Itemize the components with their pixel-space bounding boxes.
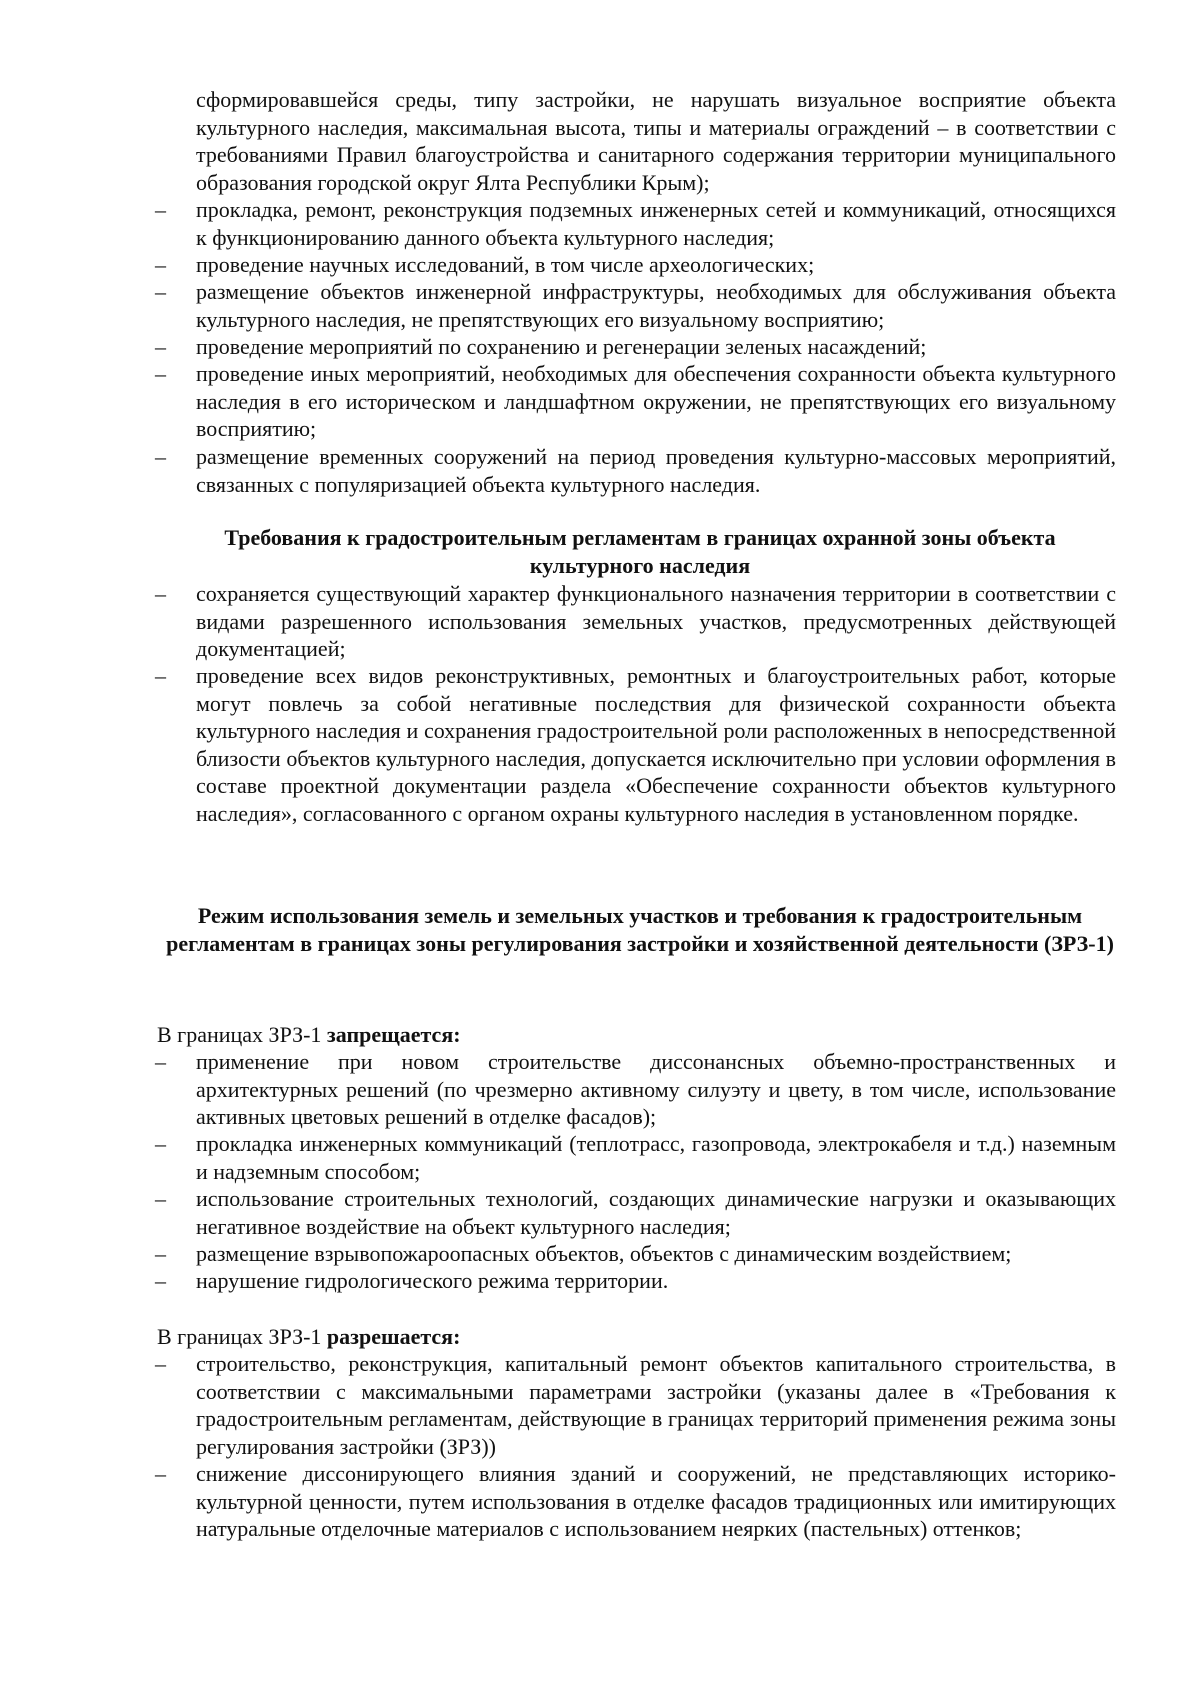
list-item: – проведение всех видов реконструктивных, ремонтных и благоустроительных работ, которые могут повлечь за собой негативные последствия для физической сохранности объекта культурного наследия и сохранения градостроительной роли расположенных в непосредственной близости объектов культурного наследия, допускается исключительно при условии оформления в составе проектной документации раздела «Обеспечение сохранности объектов культурного наследия», согласованного с органом охраны культурного наследия в установленном порядке. [196,662,1116,827]
list-item: – применение при новом строительстве диссонансных объемно-пространственных и архитектурных решений (по чрезмерно активному силуэту и цвету, в том числе, использование активных цветовых решений в отделке фасадов); [196,1048,1116,1131]
intro-paragraph: сформировавшейся среды, типу застройки, не нарушать визуальное восприятие объекта культурного наследия, максимальная высота, типы и материалы ограждений – в соответствии с требованиями Правил благоустройства и санитарного содержания территории муниципального образования городской округ Ялта Республики Крым); [196,87,1116,195]
section-heading-zrz1: Режим использования земель и земельных участков и требования к градостроительным регламентам в границах зоны регулирования застройки и хозяйственной деятельности (ЗРЗ-1) [166,903,1114,956]
list-item: – строительство, реконструкция, капитальный ремонт объектов капитального строительства, в соответствии с максимальными параметрами застройки (указаны далее в «Требования к градостроительным регламентам, действующие в границах территорий применения режима зоны регулирования застройки (ЗРЗ)) [196,1350,1116,1460]
lead-allowed: В границах ЗРЗ-1 разрешается: [157,1324,461,1349]
list-item: – нарушение гидрологического режима территории. [196,1267,1116,1295]
section-heading-protection-zone: Требования к градостроительным регламентам в границах охранной зоны объекта культурного наследия [224,525,1056,578]
list-item: – размещение временных сооружений на период проведения культурно-массовых мероприятий, связанных с популяризацией объекта культурного наследия. [196,443,1116,498]
list-item: – размещение взрывопожароопасных объектов, объектов с динамическим воздействием; [196,1240,1116,1268]
list-item: – проведение научных исследований, в том числе археологических; [196,251,1116,279]
list-item: – проведение мероприятий по сохранению и регенерации зеленых насаждений; [196,333,1116,361]
list-item: – сохраняется существующий характер функционального назначения территории в соответствии с видами разрешенного использования земельных участков, предусмотренных действующей документацией; [196,580,1116,663]
list-item: – снижение диссонирующего влияния зданий и сооружений, не представляющих историко-культурной ценности, путем использования в отделке фасадов традиционных или имитирующих натуральные отделочные материалов с использованием неярких (пастельных) оттенков; [196,1460,1116,1543]
list-item: – прокладка инженерных коммуникаций (теплотрасс, газопровода, электрокабеля и т.д.) наземным и надземным способом; [196,1130,1116,1185]
lead-prohibited-keyword: запрещается: [326,1022,461,1047]
lead-prohibited: В границах ЗРЗ-1 запрещается: [157,1022,461,1047]
list-item: – размещение объектов инженерной инфраструктуры, необходимых для обслуживания объекта культурного наследия, не препятствующих его визуальному восприятию; [196,278,1116,333]
list-item: – использование строительных технологий, создающих динамические нагрузки и оказывающих негативное воздействие на объект культурного наследия; [196,1185,1116,1240]
list-item: – прокладка, ремонт, реконструкция подземных инженерных сетей и коммуникаций, относящихся к функционированию данного объекта культурного наследия; [196,196,1116,251]
lead-allowed-keyword: разрешается: [326,1324,461,1349]
list-item: – проведение иных мероприятий, необходимых для обеспечения сохранности объекта культурного наследия в его историческом и ландшафтном окружении, не препятствующих его визуальному восприятию; [196,360,1116,443]
